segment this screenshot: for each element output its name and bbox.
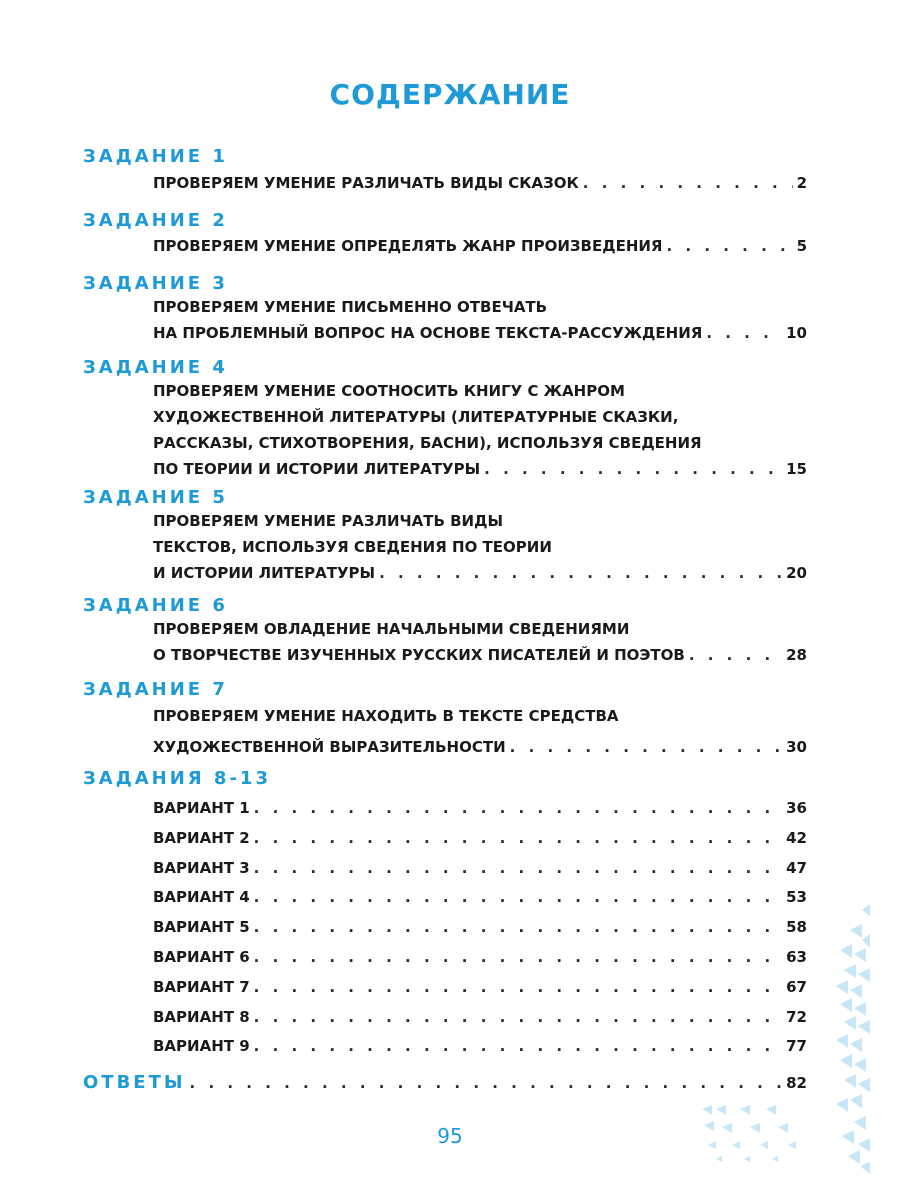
variant-entry-1[interactable] — [153, 794, 807, 824]
page-ref: 77 — [786, 1037, 807, 1056]
toc-entry-text: НА ПРОБЛЕМНЫЙ ВОПРОС НА ОСНОВЕ ТЕКСТА-РАССУЖДЕНИЯ — [153, 324, 703, 342]
page-ref: 53 — [786, 888, 807, 907]
leader-dots — [254, 1032, 782, 1062]
page-ref: 67 — [786, 977, 807, 996]
toc-entry-6[interactable] — [153, 616, 807, 668]
variant-entry-7[interactable] — [153, 973, 807, 1003]
leader-dots — [484, 456, 782, 482]
toc-entry-line: ПРОВЕРЯЕМ УМЕНИЕ НАХОДИТЬ В ТЕКСТЕ СРЕДСТВА — [153, 707, 619, 725]
variant-label: ВАРИАНТ 6 — [153, 947, 250, 966]
page-ref: 30 — [786, 738, 807, 756]
variant-entry-4[interactable] — [153, 883, 807, 913]
leader-dots — [254, 794, 782, 824]
toc-entry-answers[interactable] — [83, 1072, 807, 1093]
variant-entry-8[interactable] — [153, 1003, 807, 1033]
variant-entry-5[interactable] — [153, 913, 807, 943]
variant-label: ВАРИАНТ 8 — [153, 1007, 250, 1026]
toc-entry-text: ПРОВЕРЯЕМ УМЕНИЕ ОПРЕДЕЛЯТЬ ЖАНР ПРОИЗВЕДЕНИЯ — [153, 237, 663, 255]
leader-dots — [689, 642, 782, 668]
variant-entry-2[interactable] — [153, 824, 807, 854]
leader-dots — [254, 913, 782, 943]
leader-dots — [190, 1074, 783, 1092]
page-ref: 82 — [786, 1074, 807, 1092]
leader-dots — [254, 943, 782, 973]
section-heading-5: ЗАДАНИЕ 5 — [83, 487, 228, 508]
leader-dots — [666, 233, 792, 259]
section-heading-variants: ЗАДАНИЯ 8-13 — [83, 768, 271, 789]
page-ref: 20 — [786, 564, 807, 582]
section-heading-4: ЗАДАНИЕ 4 — [83, 357, 228, 378]
page-ref: 10 — [786, 324, 807, 342]
variant-entry-3[interactable] — [153, 854, 807, 884]
leader-dots — [254, 824, 782, 854]
toc-entry-line: РАССКАЗЫ, СТИХОТВОРЕНИЯ, БАСНИ), ИСПОЛЬЗУЯ СВЕДЕНИЯ — [153, 434, 702, 452]
variant-label: ВАРИАНТ 9 — [153, 1037, 250, 1056]
page-title: СОДЕРЖАНИЕ — [329, 78, 571, 111]
variant-entry-6[interactable] — [153, 943, 807, 973]
page-ref: 47 — [786, 858, 807, 877]
section-heading-3: ЗАДАНИЕ 3 — [83, 273, 228, 294]
page-ref: 15 — [786, 460, 807, 478]
toc-entry-1[interactable] — [153, 170, 807, 196]
toc-entry-text: И ИСТОРИИ ЛИТЕРАТУРЫ — [153, 564, 376, 582]
answers-label: ОТВЕТЫ — [83, 1072, 186, 1093]
page-ref: 72 — [786, 1007, 807, 1026]
toc-entry-line: ТЕКСТОВ, ИСПОЛЬЗУЯ СВЕДЕНИЯ ПО ТЕОРИИ — [153, 538, 552, 556]
leader-dots — [706, 320, 782, 346]
section-heading-6: ЗАДАНИЕ 6 — [83, 595, 228, 616]
toc-entry-line: ПРОВЕРЯЕМ УМЕНИЕ СООТНОСИТЬ КНИГУ С ЖАНРОМ — [153, 382, 625, 400]
toc-entry-text: ХУДОЖЕСТВЕННОЙ ВЫРАЗИТЕЛЬНОСТИ — [153, 738, 506, 756]
leader-dots — [254, 973, 782, 1003]
variant-label: ВАРИАНТ 3 — [153, 858, 250, 877]
section-heading-1: ЗАДАНИЕ 1 — [83, 146, 228, 167]
toc-entry-4[interactable] — [153, 378, 807, 482]
leader-dots — [583, 170, 793, 196]
page-ref: 2 — [796, 174, 807, 192]
section-heading-2: ЗАДАНИЕ 2 — [83, 210, 228, 231]
variant-entry-9[interactable] — [153, 1032, 807, 1062]
leader-dots — [379, 560, 782, 586]
toc-entry-text: ПРОВЕРЯЕМ УМЕНИЕ РАЗЛИЧАТЬ ВИДЫ СКАЗОК — [153, 174, 579, 192]
variant-label: ВАРИАНТ 4 — [153, 888, 250, 907]
toc-entry-text: ПО ТЕОРИИ И ИСТОРИИ ЛИТЕРАТУРЫ — [153, 460, 481, 478]
page-ref: 36 — [786, 799, 807, 817]
leader-dots — [254, 883, 782, 913]
variants-list — [153, 794, 807, 1062]
toc-entry-line: ПРОВЕРЯЕМ ОВЛАДЕНИЕ НАЧАЛЬНЫМИ СВЕДЕНИЯМИ — [153, 620, 630, 638]
variant-label: ВАРИАНТ 2 — [153, 828, 250, 847]
variant-label: ВАРИАНТ 7 — [153, 977, 250, 996]
page-ref: 58 — [786, 918, 807, 937]
section-heading-7: ЗАДАНИЕ 7 — [83, 679, 228, 700]
toc-entry-7[interactable] — [153, 703, 807, 760]
page-ref: 28 — [786, 646, 807, 664]
page-ref: 63 — [786, 947, 807, 966]
leader-dots — [510, 734, 782, 760]
page-ref: 42 — [786, 828, 807, 847]
page-ref: 5 — [796, 237, 807, 255]
toc-entry-3[interactable] — [153, 294, 807, 346]
page-number: 95 — [437, 1124, 463, 1148]
toc-entry-2[interactable] — [153, 233, 807, 259]
leader-dots — [254, 1003, 782, 1033]
triangle-pattern-decoration-lower — [700, 1105, 810, 1165]
toc-entry-5[interactable] — [153, 508, 807, 586]
toc-entry-line: ПРОВЕРЯЕМ УМЕНИЕ РАЗЛИЧАТЬ ВИДЫ — [153, 512, 504, 530]
leader-dots — [254, 854, 782, 884]
toc-entry-line: ПРОВЕРЯЕМ УМЕНИЕ ПИСЬМЕННО ОТВЕЧАТЬ — [153, 298, 548, 316]
toc-entry-line: ХУДОЖЕСТВЕННОЙ ЛИТЕРАТУРЫ (ЛИТЕРАТУРНЫЕ СКАЗКИ, — [153, 408, 679, 426]
toc-entry-text: О ТВОРЧЕСТВЕ ИЗУЧЕННЫХ РУССКИХ ПИСАТЕЛЕЙ И ПОЭТОВ — [153, 646, 685, 664]
variant-label: ВАРИАНТ 5 — [153, 918, 250, 937]
variant-label: ВАРИАНТ 1 — [153, 799, 250, 817]
